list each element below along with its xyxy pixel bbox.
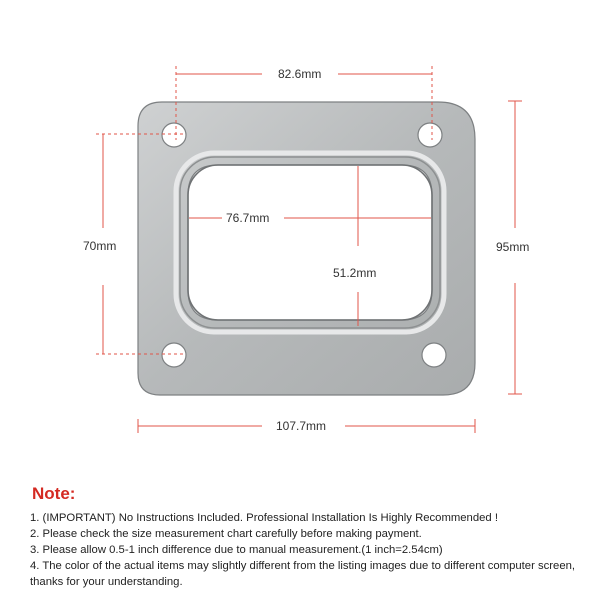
port-bead-outer bbox=[176, 153, 444, 332]
port-edge bbox=[188, 165, 432, 320]
note-item: 2. Please check the size measurement chart carefully before making payment. bbox=[30, 528, 422, 540]
note-section bbox=[30, 484, 580, 590]
dim-label-inner-width: 76.7mm bbox=[226, 211, 270, 225]
dim-label-bottom-width: 107.7mm bbox=[276, 419, 327, 433]
dim-label-top-width: 82.6mm bbox=[278, 67, 322, 81]
dim-label-right-height: 95mm bbox=[496, 240, 530, 254]
note-title: Note: bbox=[32, 484, 76, 503]
dim-label-inner-height: 51.2mm bbox=[333, 266, 377, 280]
note-item: 4. The color of the actual items may slightly different from the listing images due to different computer screen, thanks for your understanding. bbox=[30, 560, 576, 588]
port-bead-shadow bbox=[180, 157, 440, 328]
dim-label-left-height: 70mm bbox=[83, 239, 117, 253]
note-item: 3. Please allow 0.5-1 inch difference due to manual measurement.(1 inch=2.54cm) bbox=[30, 544, 443, 556]
note-item: 1. (IMPORTANT) No Instructions Included. Professional Installation Is Highly Recommended ! bbox=[30, 512, 498, 524]
note-list bbox=[30, 510, 580, 590]
